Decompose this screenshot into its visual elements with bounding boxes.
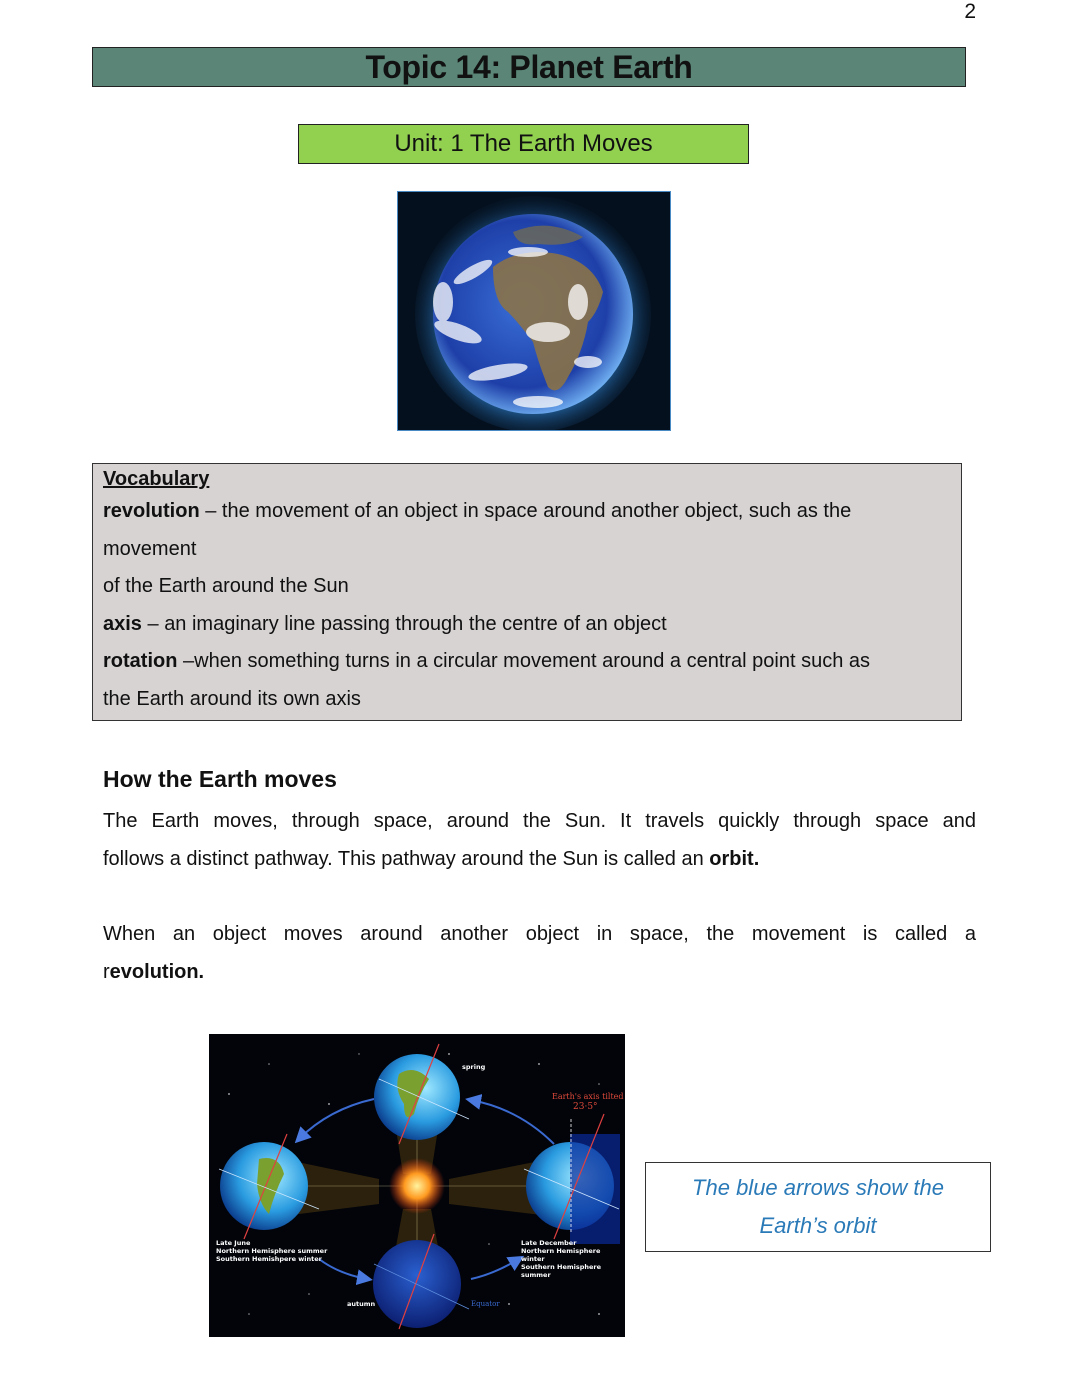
paragraph-revolution: When an object moves around another object in space, the movement is called a revolution. — [103, 916, 976, 991]
vocab-definition-cont: movement — [103, 537, 197, 560]
keyword-revolution: evolution. — [109, 960, 205, 983]
vocab-definition-cont: the Earth around its own axis — [103, 687, 361, 710]
caption-line: The blue arrows show the — [692, 1175, 944, 1200]
label-equator: Equator — [471, 1300, 500, 1308]
vocabulary-title: Vocabulary — [103, 468, 210, 490]
vocab-term: rotation — [103, 650, 178, 672]
vocab-definition-cont: of the Earth around the Sun — [103, 575, 349, 597]
section-heading: How the Earth moves — [103, 766, 337, 792]
label-spring: spring — [462, 1063, 486, 1071]
topic-title: Topic 14: Planet Earth — [365, 48, 693, 85]
vocabulary-box — [92, 463, 962, 721]
earth-globe-icon — [398, 192, 670, 430]
vocab-definition: when something turns in a circular movement around a central point such as — [194, 650, 871, 672]
keyword-orbit: orbit. — [709, 847, 760, 870]
page-number: 2 — [964, 0, 976, 23]
label-late-june: Late June Northern Hemisphere summer Southern Hemishpere winter — [216, 1239, 328, 1263]
label-axis-tilt-value: 23·5° — [573, 1102, 598, 1112]
orbit-illustration-icon — [209, 1034, 625, 1337]
diagram-caption — [645, 1162, 991, 1252]
earth-photo — [397, 191, 671, 431]
topic-banner — [92, 47, 966, 87]
label-axis-tilt: Earth's axis tilted — [552, 1092, 624, 1101]
vocab-definition: the movement of an object in space around another object, such as the — [221, 500, 852, 522]
earth-orbit-diagram — [209, 1034, 625, 1337]
paragraph-line: follows a distinct pathway. This pathway around the Sun is called an — [103, 847, 710, 870]
vocab-term: axis — [103, 612, 142, 635]
paragraph-orbit — [103, 803, 976, 878]
vocab-entry-revolution: revolution – the movement of an object in space around another object, such as the — [103, 500, 852, 522]
paragraph-line: The Earth moves, through space, around the Sun. It travels quickly through space and — [103, 810, 976, 832]
paragraph-line: When an object moves around another object in space, the movement is called a — [103, 923, 976, 945]
vocab-entry-rotation: rotation –when something turns in a circular movement around a central point such as — [103, 650, 871, 672]
unit-banner — [298, 124, 749, 164]
vocab-entry-axis: axis – an imaginary line passing through the centre of an object — [103, 612, 667, 635]
label-late-december: Late December Northern Hemisphere winter Southern Hemisphere summer — [521, 1239, 602, 1279]
caption-line: Earth’s orbit — [759, 1213, 877, 1238]
unit-title: Unit: 1 The Earth Moves — [394, 130, 653, 157]
vocab-term: revolution — [103, 500, 200, 522]
label-autumn: autumn — [347, 1300, 376, 1308]
vocab-definition: an imaginary line passing through the centre of an object — [164, 612, 667, 635]
